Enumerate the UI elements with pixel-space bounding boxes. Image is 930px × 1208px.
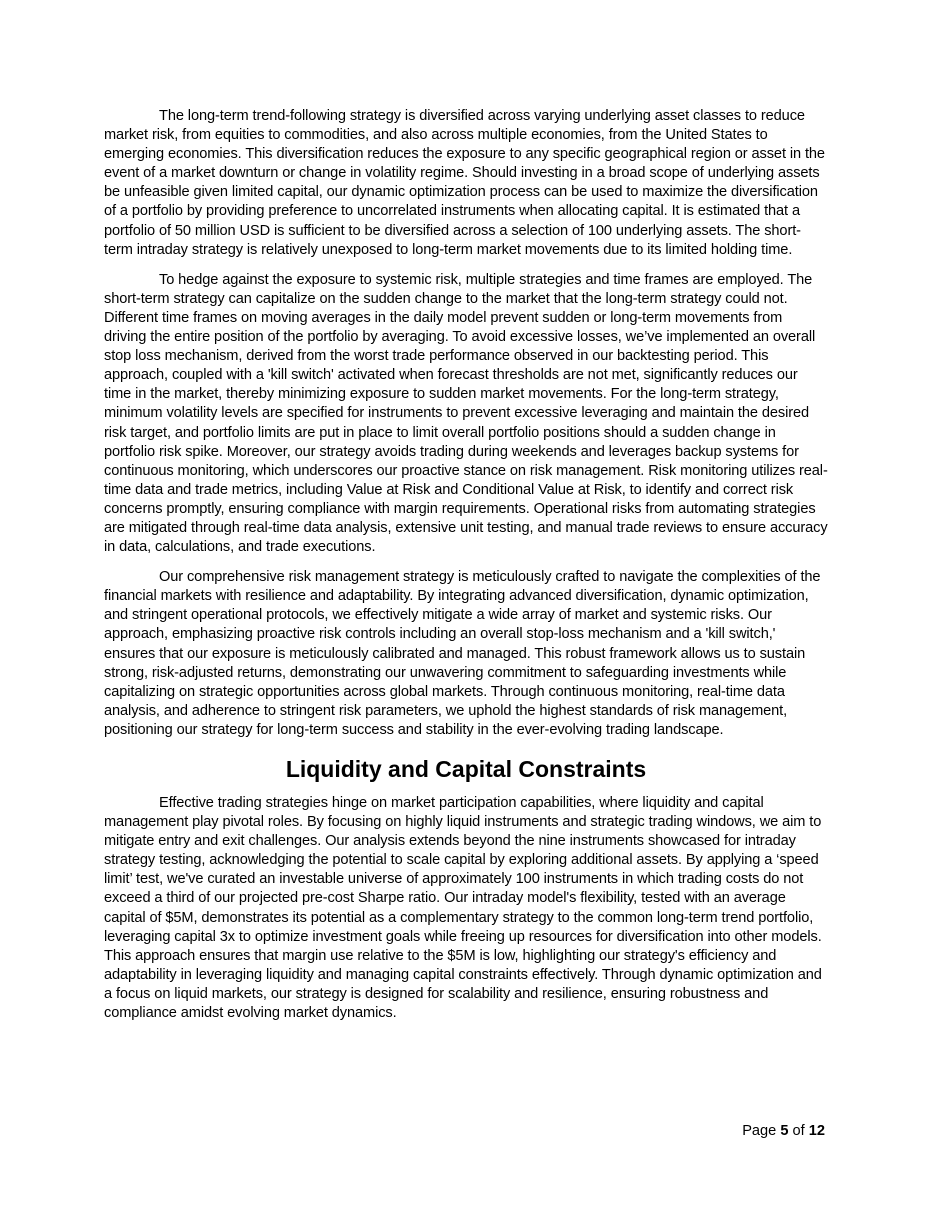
section-heading: Liquidity and Capital Constraints: [285, 756, 647, 782]
current-page-number: 5: [780, 1123, 789, 1139]
paragraph-diversification: The long-term trend-following strategy is diversified across varying underlying asset classes to reduce market risk, from equities to commodities, and also across multiple economies, from the United States to emerging economies. This diversification reduces the exposure to any specific geographical region or asset in the event of a market downturn or change in volatility regime. Should investing in a broad scope of underlying assets be unfeasible given limited capital, our dynamic optimization process can be used to maximize the diversification of a portfolio by providing preference to uncorrelated instruments when allocating capital. It is estimated that a portfolio of 50 million USD is sufficient to be diversified across a selection of 100 underlying assets. The short-term intraday strategy is relatively unexposed to long-term market movements due to its limited holding time.: [104, 108, 825, 258]
page-word: Page: [742, 1123, 777, 1139]
total-pages-number: 12: [808, 1123, 825, 1139]
page-number-footer: [742, 1122, 825, 1141]
of-word: of: [792, 1123, 805, 1139]
paragraph-liquidity: Effective trading strategies hinge on market participation capabilities, where liquidity and capital management play pivotal roles. By focusing on highly liquid instruments and strategic trading windows, we aim to mitigate entry and exit challenges. Our analysis extends beyond the nine instruments showcased for intraday strategy testing, acknowledging the potential to scale capital by exploring additional assets. By applying a ‘speed limit’ test, we've curated an investable universe of approximately 100 instruments in which trading costs do not exceed a third of our projected pre-cost Sharpe ratio. Our intraday model's flexibility, tested with an average capital of $5M, demonstrates its potential as a complementary strategy to the common long-term trend portfolio, leveraging capital 3x to optimize investment goals while freeing up resources for diversification into other models. This approach ensures that margin use relative to the $5M is low, highlighting our strategy's efficiency and adaptability in leveraging liquidity and managing capital constraints effectively. Through dynamic optimization and a focus on liquid markets, our strategy is designed for scalability and resilience, ensuring robustness and compliance amidst evolving market dynamics.: [104, 795, 822, 1022]
paragraph-risk-management-summary: Our comprehensive risk management strategy is meticulously crafted to navigate the complexities of the financial markets with resilience and adaptability. By integrating advanced diversification, dynamic optimization, and stringent operational protocols, we effectively mitigate a wide array of market and systemic risks. Our approach, emphasizing proactive risk controls including an overall stop-loss mechanism and a 'kill switch,' ensures that our exposure is meticulously calibrated and managed. This robust framework allows us to sustain strong, risk-adjusted returns, demonstrating our unwavering commitment to safeguarding investments while capitalizing on strategic opportunities across global markets. Through continuous monitoring, real-time data analysis, and adherence to stringent risk parameters, we uphold the highest standards of risk management, positioning our strategy for long-term success and stability in the ever-evolving trading landscape.: [104, 569, 821, 738]
document-page: [104, 107, 828, 1023]
paragraph-systemic-risk: To hedge against the exposure to systemic risk, multiple strategies and time frames are employed. The short-term strategy can capitalize on the sudden change to the market that the long-term strategy could not. Different time frames on moving averages in the daily model prevent sudden or long-term movements from driving the entire position of the portfolio by averaging. To avoid excessive losses, we’ve implemented an overall stop loss mechanism, derived from the worst trade performance observed in our backtesting period. This approach, coupled with a 'kill switch' activated when forecast thresholds are not met, significantly reduces our time in the market, thereby minimizing exposure to sudden market movements. For the long-term strategy, minimum volatility levels are specified for instruments to prevent excessive leveraging and maintain the desired risk target, and portfolio limits are put in place to limit overall portfolio positions should a sudden change in portfolio risk spike. Moreover, our strategy avoids trading during weekends and leverages backup systems for continuous monitoring, which underscores our proactive stance on risk management. Risk monitoring utilizes real-time data and trade metrics, including Value at Risk and Conditional Value at Risk, to identify and correct risk concerns promptly, ensuring compliance with margin requirements. Operational risks from automating strategies are mitigated through real-time data analysis, extensive unit testing, and manual trade reviews to ensure accuracy in data, calculations, and trade executions.: [104, 271, 828, 556]
